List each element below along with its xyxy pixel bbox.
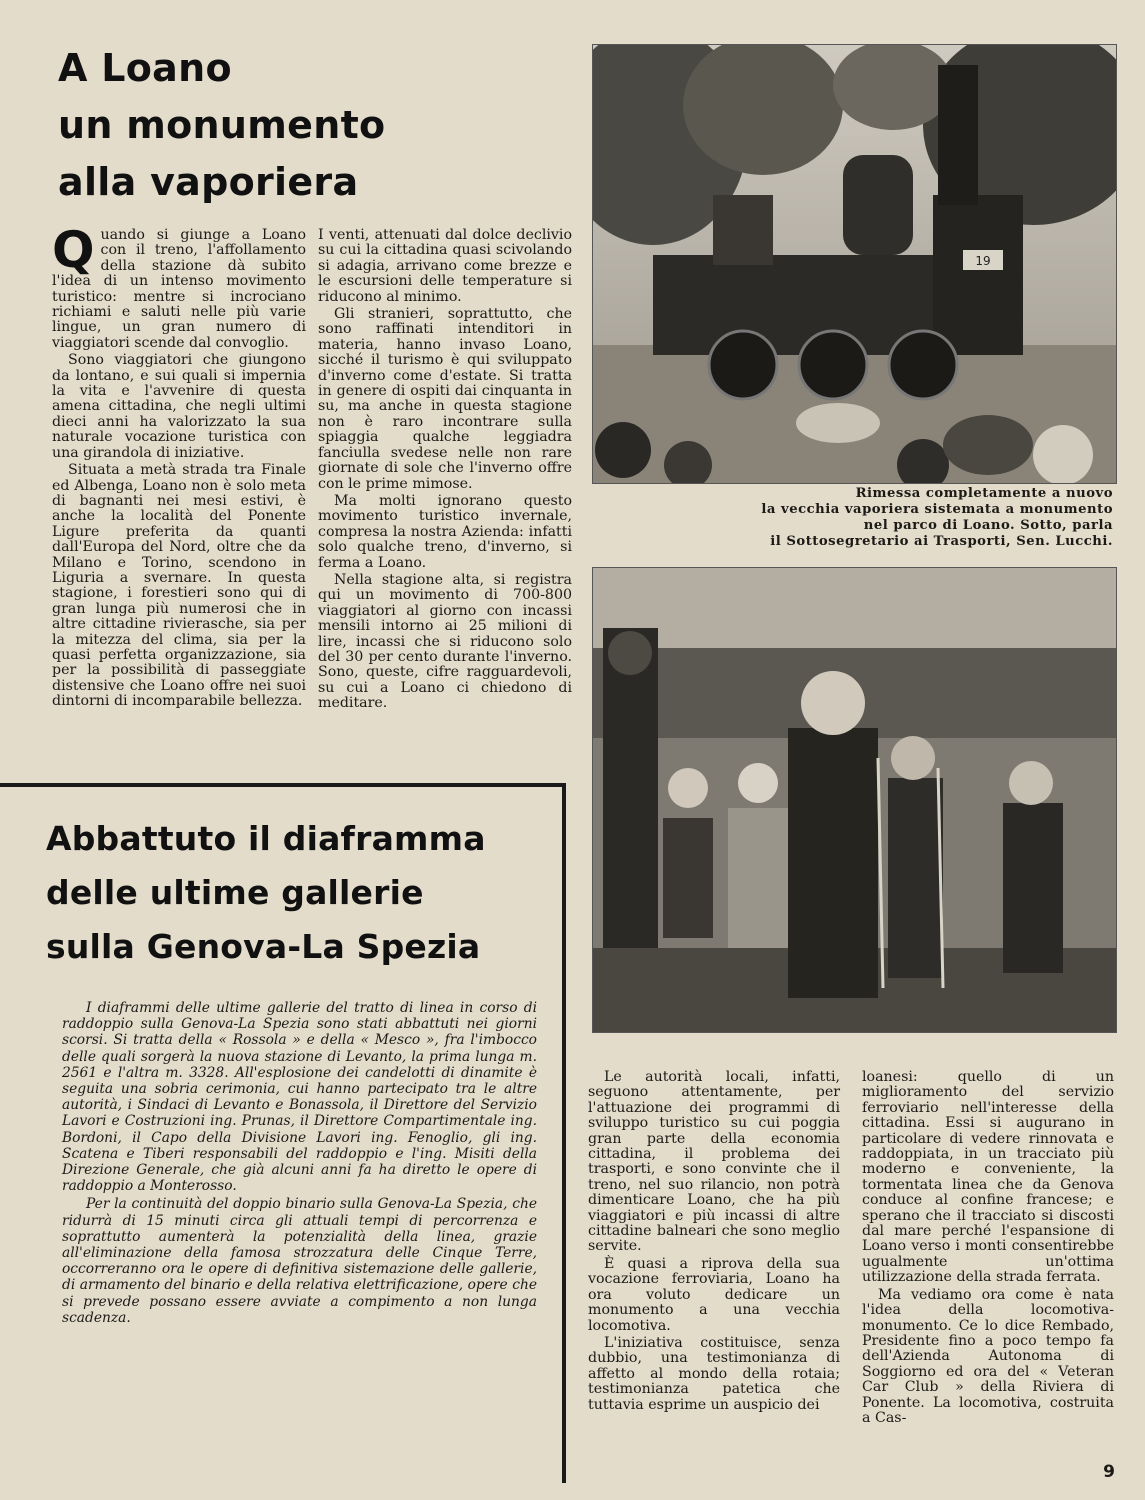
locomotive-plate: 19 <box>975 254 991 268</box>
locomotive-illustration <box>593 45 1116 483</box>
caption-line: nel parco di Loano. Sotto, parla <box>863 518 1113 533</box>
article-column-1 <box>52 221 306 712</box>
article-title-loano <box>58 40 385 211</box>
paragraph: I venti, attenuati dal dolce declivio su cui la cittadina quasi scivolando si adagia, arrivano come brezze e le escursioni delle temperature si riducono al minimo. <box>318 227 572 305</box>
paragraph: Situata a metà strada tra Finale ed Albenga, Loano non è solo meta di bagnanti nei mesi estivi, è anche la località del Ponente Ligure preferita da quanti dall'Europa del Nord, oltre che da Milano e Torino, scendono in Liguria a svernare. In questa stagione, i forestieri sono qui di gran lunga più numerosi che in altre cittadine rivierasche, sia per la mitezza del clima, sia per la quasi perfetta organizzazione, sia per la possibilità di passeggiate distensive che Loano offre nei suoi dintorni di incomparabile bellezza. <box>52 462 306 710</box>
paragraph: Per la continuità del doppio binario sulla Genova-La Spezia, che ridurrà di 15 minuti circa gli attuali tempi di percorrenza e soprattutto aumenterà la potenzialità della linea, grazie all'eliminazione della famosa strozzatura delle Cinque Terre, occorreranno ora le opere di definitiva sistemazione delle gallerie, di armamento del binario e della relativa elettrificazione, opere che si prevede possano essere avviate a compimento a non lunga scadenza. <box>62 1196 537 1326</box>
photo-caption <box>700 486 1113 550</box>
title-line: un monumento <box>58 103 386 147</box>
paragraph <box>52 221 306 351</box>
title-line: delle ultime gallerie <box>46 873 424 912</box>
paragraph: Nella stagione alta, si registra qui un movimento di 700-800 viaggiatori al giorno con incassi mensili intorno ai 25 milioni di lire, incassi che si riducono solo del 30 per cento durante l'inverno. Sono, queste, cifre ragguardevoli, su cui a Loano ci chiedono di meditare. <box>318 571 572 712</box>
locomotive-photo <box>592 44 1117 484</box>
article-title-genova <box>46 812 486 974</box>
paragraph: Le autorità locali, infatti, seguono attentamente, per l'attuazione dei programmi di sviluppo turistico su cui poggia gran parte della economia cittadina, il problema dei trasporti, e sono convinte che il treno, nel suo rilancio, non potrà dimenticare Loano, che ha più viaggiatori e più incassi di altre cittadine balneari che sono meglio servite. <box>588 1069 840 1255</box>
article-column-4 <box>862 1070 1114 1428</box>
paragraph-text: uando si giunge a Loano con il treno, l'affollamento della stazione dà subito l'idea di un intenso movimento turistico: mentre si incrociano richiami e saluti nelle più varie lingue, un gran numero di viaggiatori scende dal convoglio. <box>52 227 306 351</box>
paragraph: L'iniziativa costituisce, senza dubbio, una testimonianza di affetto al mondo della rotaia; testimonianza patetica che tuttavia esprime un auspicio dei <box>588 1334 840 1413</box>
caption-line: il Sottosegretario ai Trasporti, Sen. Lucchi. <box>770 534 1113 549</box>
title-line: alla vaporiera <box>58 160 359 204</box>
paragraph: Ma molti ignorano questo movimento turistico invernale, compresa la nostra Azienda: infatti solo qualche treno, d'inverno, si ferma a Loano. <box>318 492 572 571</box>
caption-line: la vecchia vaporiera sistemata a monumento <box>761 502 1113 517</box>
article-column-3 <box>588 1070 840 1415</box>
paragraph: Sono viaggiatori che giungono da lontano, e sui quali si impernia la vita e l'avvenire di questa amena cittadina, che negli ultimi dieci anni ha valorizzato la sua naturale vocazione turistica con una girandola di iniziative. <box>52 352 306 461</box>
paragraph: Gli stranieri, soprattutto, che sono raffinati intenditori in materia, hanno invaso Loano, sicché il turismo è qui sviluppato d'inverno come d'estate. Si tratta in genere di ospiti dai cinquanta in su, ma anche in questa stagione non è raro incontrare sulla spiaggia qualche leggiadra fanciulla svedese nelle non rare giornate di sole che l'inverno offre con le prime mimose. <box>318 306 572 492</box>
title-line: A Loano <box>58 46 232 90</box>
paragraph: I diaframmi delle ultime gallerie del tratto di linea in corso di raddoppio sulla Genova-La Spezia sono stati abbattuti nei giorni scorsi. Si tratta della « Rossola » e della « Mesco », fra l'imbocco delle quali sorgerà la nuova stazione di Levanto, la prima lunga m. 2561 e l'altra m. 3328. All'esplosione dei candelotti di dinamite è seguita una sobria cerimonia, cui hanno partecipato tra le altre autorità, i Sindaci di Levanto e Bonassola, il Direttore del Servizio Lavori e Costruzioni ing. Prunas, il Direttore Compartimentale ing. Bordoni, il Capo della Divisione Lavori ing. Fenoglio, gli ing. Scatena e Tiberi responsabili del raddoppio e l'ing. Misiti della Direzione Generale, che già alcuni anni fa ha diretto le opere di raddoppio a Monterosso. <box>62 1000 537 1195</box>
paragraph: Ma vediamo ora come è nata l'idea della locomotiva-monumento. Ce lo dice Rembado, Presidente fino a poco tempo fa dell'Azienda Autonoma di Soggiorno ed ora del « Veteran Car Club » della Riviera di Ponente. La locomotiva, costruita a Cas- <box>862 1286 1114 1426</box>
title-line: Abbattuto il diaframma <box>46 819 486 858</box>
title-line: sulla Genova-La Spezia <box>46 927 481 966</box>
article-column-2 <box>318 228 572 714</box>
drop-cap: Q <box>52 221 95 279</box>
page-number: 9 <box>1103 1462 1115 1482</box>
paragraph: loanesi: quello di un miglioramento del servizio ferroviario nell'interesse della cittadina. Essi si augurano in particolare di vedere rinnovata e raddoppiata, in un tracciato più moderno e conveniente, la tormentata linea che da Genova conduce al confine francese; e sperano che il tracciato si discosti dal mare perché l'espansione di Loano verso i monti consentirebbe ugualmente un'ottima utilizzazione della strada ferrata. <box>862 1069 1114 1286</box>
article-genova-body <box>62 1000 537 1328</box>
ceremony-photo <box>592 567 1117 1033</box>
paragraph: È quasi a riprova della sua vocazione ferroviaria, Loano ha ora voluto dedicare un monumento a una vecchia locomotiva. <box>588 1255 840 1334</box>
caption-line: Rimessa completamente a nuovo <box>855 486 1113 501</box>
ceremony-illustration <box>593 568 1116 1032</box>
